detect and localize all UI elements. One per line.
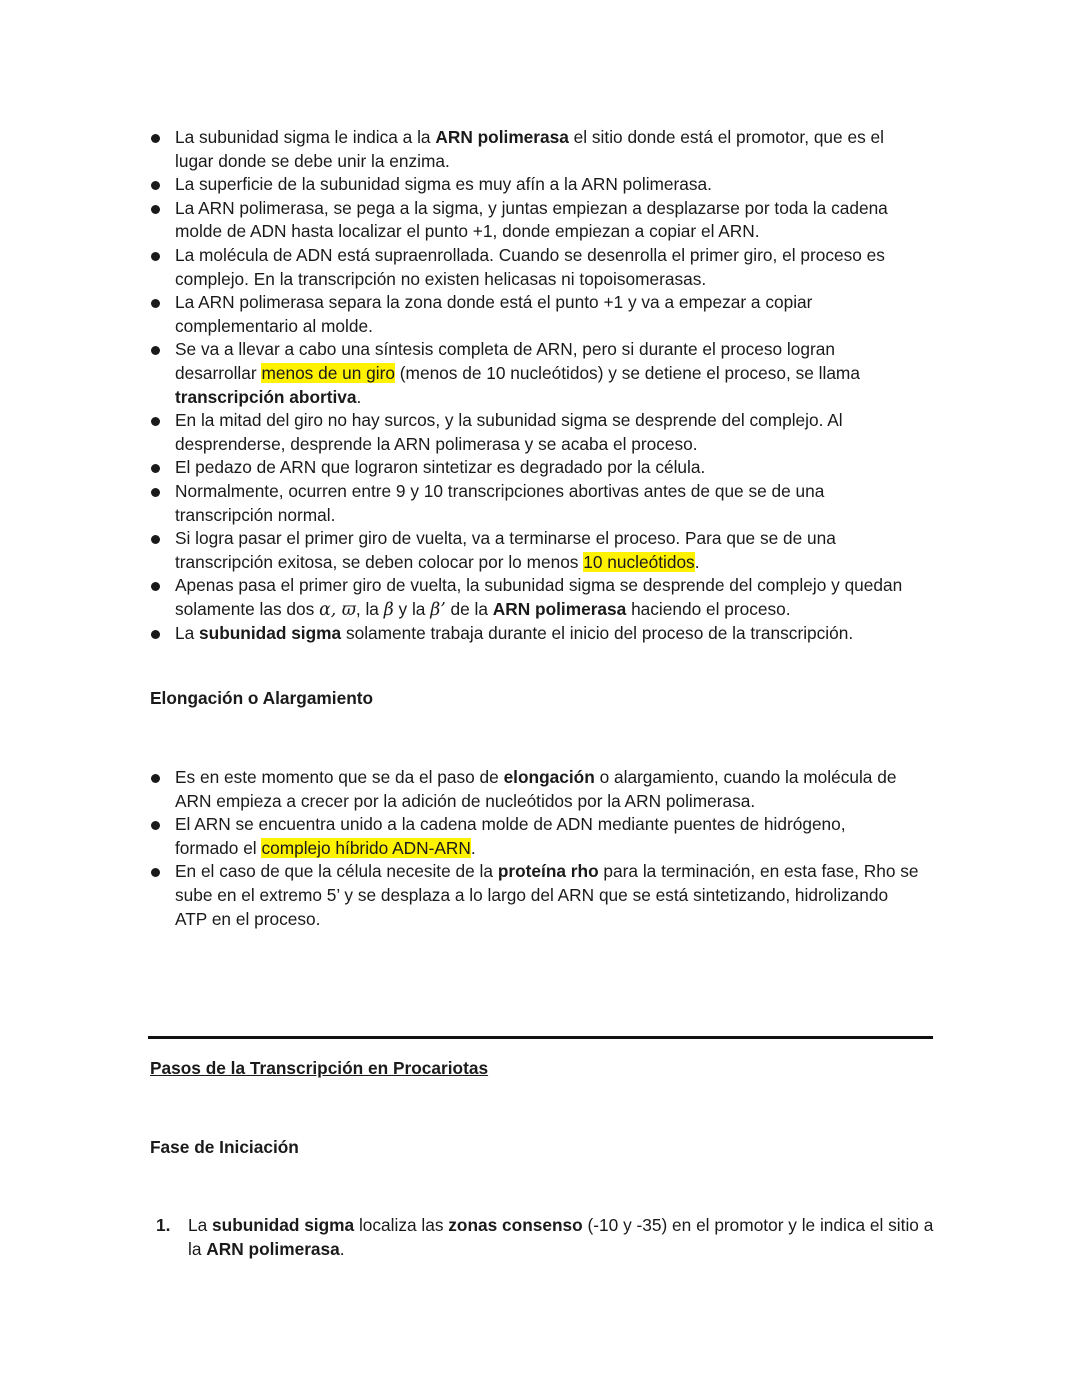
- text-run: complejo. En la transcripción no existen helicasas ni topoisomerasas.: [175, 268, 707, 289]
- bullet-icon: [151, 582, 160, 591]
- bullet-icon: [151, 464, 160, 473]
- initiation-steps-list: [150, 1213, 940, 1261]
- bold-term: ARN polimerasa: [206, 1239, 340, 1259]
- step-number: 1.: [156, 1215, 171, 1235]
- math-symbol: β’: [430, 599, 446, 620]
- bullet-icon: [151, 181, 160, 190]
- text-run: lugar donde se debe unir la enzima.: [175, 150, 450, 171]
- list-item: [150, 813, 940, 860]
- bold-term: ARN polimerasa: [435, 127, 569, 147]
- initiation-details-list: [150, 126, 940, 646]
- text-run: La ARN polimerasa separa la zona donde está el punto +1 y va a empezar a copiar: [175, 292, 813, 313]
- list-item: [150, 244, 940, 291]
- list-item: [150, 766, 940, 813]
- bullet-icon: [151, 417, 160, 426]
- text-run: La subunidad sigma le indica a la: [175, 127, 436, 147]
- highlighted-text: complejo híbrido ADN-ARN: [261, 837, 471, 858]
- elongation-heading: Elongación o Alargamiento: [150, 688, 374, 708]
- list-item: [150, 480, 940, 527]
- text-run: En la mitad del giro no hay surcos, y la subunidad sigma se desprende del complejo. Al: [175, 410, 843, 431]
- text-run: La superficie de la subunidad sigma es muy afín a la ARN polimerasa.: [175, 174, 712, 195]
- text-run: desprenderse, desprende la ARN polimerasa y se acaba el proceso.: [175, 433, 698, 454]
- text-run: transcripción normal.: [175, 504, 336, 525]
- text-run: Normalmente, ocurren entre 9 y 10 transcripciones abortivas antes de que se de una: [175, 480, 825, 501]
- list-item: [150, 173, 940, 197]
- text-run: .: [470, 837, 476, 858]
- text-run: .: [339, 1239, 345, 1259]
- bold-term: transcripción abortiva: [175, 386, 357, 407]
- text-run: haciendo el proceso.: [626, 598, 791, 619]
- bullet-icon: [151, 205, 160, 214]
- highlighted-text: menos de un giro: [261, 362, 395, 383]
- bullet-icon: [151, 488, 160, 497]
- list-item: [150, 860, 940, 931]
- text-run: molde de ADN hasta localizar el punto +1, donde empiezan a copiar el ARN.: [175, 221, 760, 242]
- list-item: [150, 1213, 940, 1261]
- text-run: ARN empieza a crecer por la adición de nucleótidos por la ARN polimerasa.: [175, 790, 756, 811]
- bold-term: elongación: [503, 767, 595, 787]
- bullet-icon: [151, 535, 160, 544]
- list-item: [150, 197, 940, 244]
- bold-term: proteína rho: [497, 861, 599, 882]
- bold-term: subunidad sigma: [212, 1215, 355, 1235]
- text-run: El pedazo de ARN que lograron sintetizar es degradado por la célula.: [175, 457, 706, 478]
- text-run: El ARN se encuentra unido a la cadena molde de ADN mediante puentes de hidrógeno,: [175, 814, 846, 835]
- text-run: la: [188, 1239, 207, 1259]
- text-run: Apenas pasa el primer giro de vuelta, la subunidad sigma se desprende del complejo y quedan: [175, 575, 903, 596]
- list-item: [150, 574, 940, 622]
- section-divider: [148, 1036, 933, 1039]
- text-run: En el caso de que la célula necesite de la: [175, 861, 498, 882]
- text-run: formado el: [175, 837, 262, 858]
- text-run: ATP en el proceso.: [175, 908, 321, 929]
- text-run: Es en este momento que se da el paso de: [175, 767, 504, 787]
- text-run: (-10 y -35) en el promotor y le indica el sitio a: [582, 1215, 934, 1235]
- list-item: [150, 409, 940, 456]
- list-item: [150, 338, 940, 409]
- text-run: Si logra pasar el primer giro de vuelta, va a terminarse el proceso. Para que se de una: [175, 528, 836, 549]
- elongation-list: [150, 766, 940, 931]
- text-run: La: [188, 1215, 213, 1235]
- steps-section-title: Pasos de la Transcripción en Procariotas: [150, 1058, 489, 1078]
- bullet-icon: [151, 630, 160, 639]
- text-run: de la: [445, 598, 493, 619]
- bullet-icon: [151, 346, 160, 355]
- text-run: solamente las dos: [175, 598, 320, 619]
- bullet-icon: [151, 299, 160, 308]
- text-run: el sitio donde está el promotor, que es el: [568, 127, 884, 147]
- text-run: .: [356, 386, 362, 407]
- math-symbol: α, ϖ: [319, 599, 356, 620]
- text-run: La: [175, 623, 200, 644]
- bullet-icon: [151, 868, 160, 877]
- text-run: sube en el extremo 5’ y se desplaza a lo largo del ARN que se está sintetizando, hidrolizando: [175, 884, 889, 905]
- text-run: para la terminación, en esta fase, Rho se: [598, 861, 919, 882]
- text-run: .: [694, 551, 700, 572]
- bullet-icon: [151, 774, 160, 783]
- text-run: solamente trabaja durante el inicio del proceso de la transcripción.: [341, 623, 854, 644]
- list-item: [150, 622, 940, 646]
- text-run: La ARN polimerasa, se pega a la sigma, y juntas empiezan a desplazarse por toda la cadena: [175, 197, 888, 218]
- text-run: o alargamiento, cuando la molécula de: [594, 767, 897, 787]
- highlighted-text: 10 nucleótidos: [583, 551, 695, 572]
- text-run: , la: [355, 598, 384, 619]
- text-run: transcripción exitosa, se deben colocar por lo menos: [175, 551, 584, 572]
- text-run: La molécula de ADN está supraenrollada. Cuando se desenrolla el primer giro, el proceso es: [175, 244, 885, 265]
- text-run: localiza las: [354, 1215, 449, 1235]
- text-run: desarrollar: [175, 362, 262, 383]
- text-run: complementario al molde.: [175, 315, 373, 336]
- bullet-icon: [151, 821, 160, 830]
- bold-term: zonas consenso: [448, 1215, 583, 1235]
- math-symbol: β: [383, 599, 394, 620]
- bold-term: ARN polimerasa: [492, 598, 627, 619]
- list-item: [150, 527, 940, 574]
- initiation-phase-heading: Fase de Iniciación: [150, 1137, 299, 1157]
- text-run: (menos de 10 nucleótidos) y se detiene el proceso, se llama: [395, 362, 860, 383]
- bullet-icon: [151, 252, 160, 261]
- bold-term: subunidad sigma: [199, 623, 342, 644]
- list-item: [150, 291, 940, 338]
- list-item: [150, 456, 940, 480]
- bullet-icon: [151, 134, 160, 143]
- text-run: y la: [393, 598, 431, 619]
- list-item: [150, 126, 940, 173]
- text-run: Se va a llevar a cabo una síntesis completa de ARN, pero si durante el proceso logran: [175, 339, 835, 360]
